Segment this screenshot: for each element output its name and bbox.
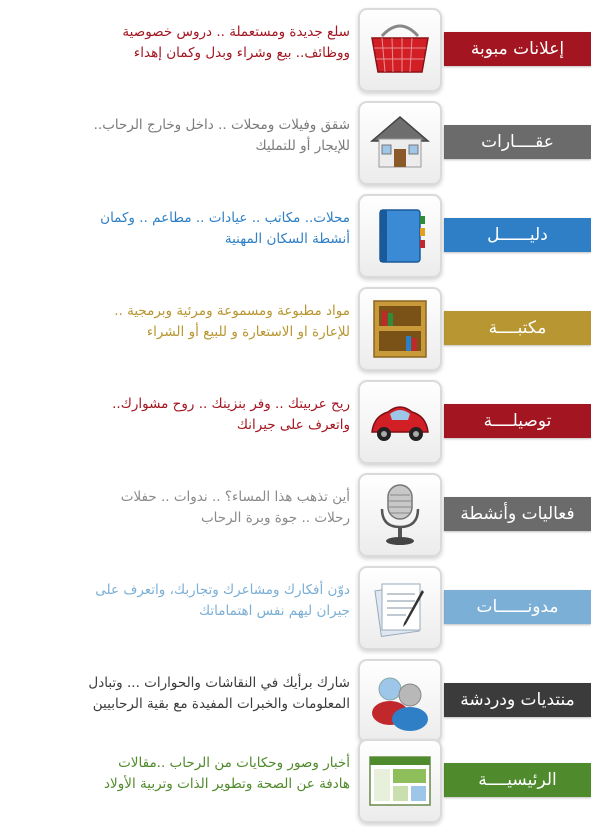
menu-desc-line: سلع جديدة ومستعملة .. دروس خصوصية	[122, 24, 350, 40]
icon-tile-forums[interactable]	[358, 659, 442, 743]
icon-tile-real-estate[interactable]	[358, 101, 442, 185]
shopping-basket-icon	[366, 16, 434, 84]
chat-users-icon	[366, 667, 434, 735]
webpage-icon	[366, 747, 434, 815]
icon-tile-events[interactable]	[358, 473, 442, 557]
menu-desc-line: رحلات .. جوة وبرة الرحاب	[200, 510, 350, 526]
menu-desc-home	[30, 753, 350, 795]
icon-tile-home[interactable]	[358, 739, 442, 823]
menu-row-forums[interactable]	[0, 655, 591, 747]
menu-row-carpool[interactable]	[0, 376, 591, 468]
menu-label-forums[interactable]: منتديات ودردشة	[444, 683, 591, 717]
icon-tile-blogs[interactable]	[358, 566, 442, 650]
menu-desc-line: ووظائف.. بيع وشراء وبدل وكمان إهداء	[133, 45, 350, 61]
bookshelf-icon	[366, 295, 434, 363]
menu-desc-carpool	[30, 394, 350, 436]
menu-desc-directory	[30, 208, 350, 250]
menu-row-directory[interactable]	[0, 190, 591, 282]
menu-desc-line: ريح عربيتك .. وفر بنزينك .. روح مشوارك..	[112, 396, 350, 412]
menu-row-classifieds[interactable]	[0, 4, 591, 96]
menu-desc-library	[30, 301, 350, 343]
menu-desc-line: للإعارة او الاستعارة و للبيع أو الشراء	[146, 324, 350, 340]
menu-desc-line: أين تذهب هذا المساء؟ .. ندوات .. حفلات	[120, 489, 350, 505]
menu-desc-line: دوّن أفكارك ومشاعرك وتجاربك، واتعرف على	[95, 582, 350, 598]
document-pen-icon	[366, 574, 434, 642]
menu-row-home[interactable]	[0, 735, 591, 827]
microphone-icon	[366, 481, 434, 549]
menu-desc-line: محلات.. مكاتب .. عيادات .. مطاعم .. وكمان	[100, 210, 350, 226]
menu-label-carpool[interactable]: توصيلــــة	[444, 404, 591, 438]
menu-label-classifieds[interactable]: إعلانات مبوبة	[444, 32, 591, 66]
house-icon	[366, 109, 434, 177]
menu-row-events[interactable]	[0, 469, 591, 561]
menu-desc-line: للإيجار أو للتمليك	[255, 138, 350, 154]
icon-tile-classifieds[interactable]	[358, 8, 442, 92]
menu-desc-line: أنشطة السكان المهنية	[224, 231, 350, 247]
menu-desc-line: أخبار وصور وحكايات من الرحاب ..مقالات	[118, 755, 350, 771]
menu-desc-line: مواد مطبوعة ومسموعة ومرئية وبرمجية ..	[114, 303, 350, 319]
menu-desc-classifieds	[30, 22, 350, 64]
menu-desc-line: واتعرف على جيرانك	[236, 417, 350, 433]
menu-desc-line: هادفة عن الصحة وتطوير الذات وتربية الأولاد	[104, 776, 350, 792]
menu-desc-forums	[30, 673, 350, 715]
menu-row-blogs[interactable]	[0, 562, 591, 654]
icon-tile-directory[interactable]	[358, 194, 442, 278]
address-book-icon	[366, 202, 434, 270]
menu-label-library[interactable]: مكتبــــة	[444, 311, 591, 345]
menu-row-real-estate[interactable]	[0, 97, 591, 189]
menu-desc-line: شقق وفيلات ومحلات .. داخل وخارج الرحاب..	[93, 117, 350, 133]
icon-tile-library[interactable]	[358, 287, 442, 371]
menu-label-events[interactable]: فعاليات وأنشطة	[444, 497, 591, 531]
menu-label-home[interactable]: الرئيسيــــة	[444, 763, 591, 797]
menu-desc-line: شارك برأيك في النقاشات والحوارات ... وتبادل	[88, 675, 350, 691]
menu-desc-line: جيران ليهم نفس اهتماماتك	[199, 603, 350, 619]
menu-desc-real-estate	[30, 115, 350, 157]
icon-tile-carpool[interactable]	[358, 380, 442, 464]
menu-desc-line: المعلومات والخبرات المفيدة مع بقية الرحابيين	[92, 696, 350, 712]
menu-label-directory[interactable]: دليــــــل	[444, 218, 591, 252]
menu-desc-events	[30, 487, 350, 529]
menu-label-real-estate[interactable]: عقــــارات	[444, 125, 591, 159]
menu-desc-blogs	[30, 580, 350, 622]
menu-row-library[interactable]	[0, 283, 591, 375]
car-icon	[366, 388, 434, 456]
menu-label-blogs[interactable]: مدونــــــات	[444, 590, 591, 624]
